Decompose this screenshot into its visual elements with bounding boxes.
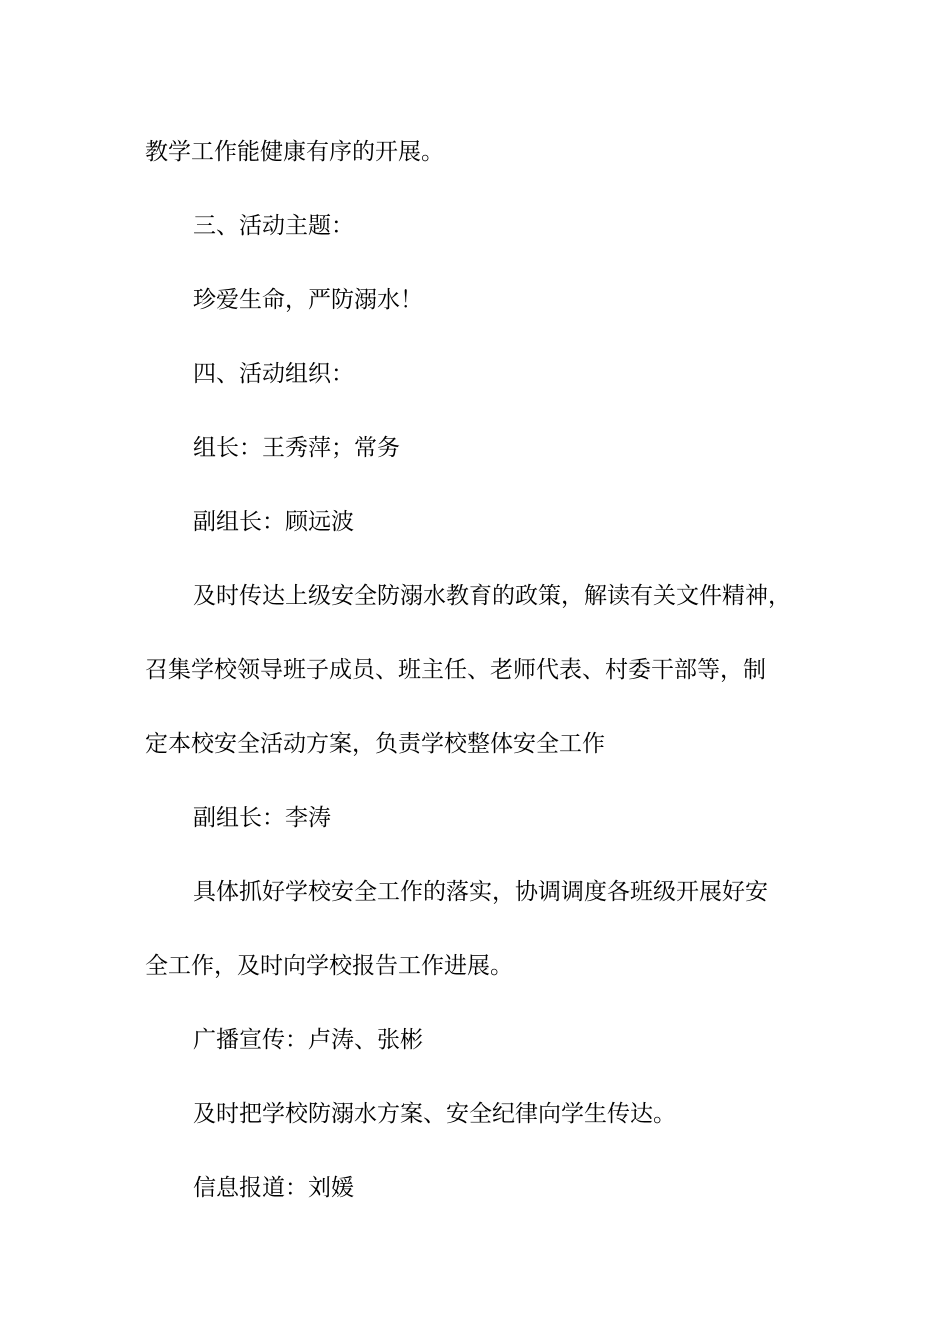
deputy-leader-1: 副组长：顾远波 xyxy=(193,509,354,535)
broadcast-publicity: 广播宣传：卢涛、张彬 xyxy=(193,1027,423,1053)
duty-paragraph-line-3: 定本校安全活动方案，负责学校整体安全工作 xyxy=(145,731,605,757)
section-heading-theme: 三、活动主题： xyxy=(193,213,354,239)
duty-paragraph-line-1: 及时传达上级安全防溺水教育的政策，解读有关文件精神， xyxy=(193,583,791,609)
duty-paragraph-2-line-2: 全工作，及时向学校报告工作进展。 xyxy=(145,953,513,979)
broadcast-duty: 及时把学校防溺水方案、安全纪律向学生传达。 xyxy=(193,1101,676,1127)
duty-paragraph-2-line-1: 具体抓好学校安全工作的落实，协调调度各班级开展好安 xyxy=(193,879,768,905)
deputy-leader-2: 副组长：李涛 xyxy=(193,805,331,831)
theme-slogan: 珍爱生命，严防溺水！ xyxy=(193,287,423,313)
paragraph-continuation: 教学工作能健康有序的开展。 xyxy=(145,139,444,165)
duty-paragraph-line-2: 召集学校领导班子成员、班主任、老师代表、村委干部等，制 xyxy=(145,657,766,683)
information-report: 信息报道：刘媛 xyxy=(193,1175,354,1201)
group-leader: 组长：王秀萍；常务 xyxy=(193,435,400,461)
section-heading-organization: 四、活动组织： xyxy=(193,361,354,387)
